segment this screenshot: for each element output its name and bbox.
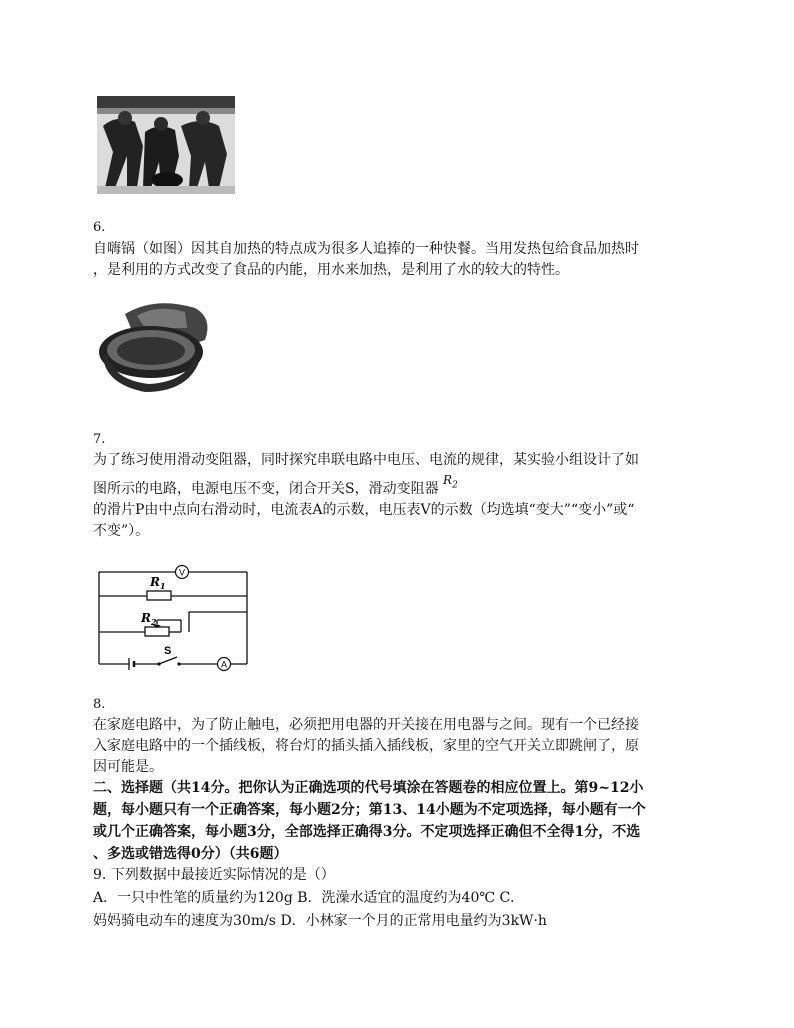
question-7-line-4: 不变”）。 [93, 523, 150, 539]
voltmeter-label: V [178, 567, 186, 578]
r2-label: $R_2$ [141, 611, 157, 627]
r1-label: $R_1$ [150, 575, 166, 591]
section-2-line-2: 题，每小题只有一个正确答案，每小题2分；第13、14小题为不定项选择，每小题有一个 [93, 802, 646, 818]
question-6-line-2: ，是利用的方式改变了食品的内能，用水来加热，是利用了水的较大的特性。 [93, 262, 569, 278]
question-7-line-2 [93, 473, 458, 503]
self-heating-pot-image [95, 294, 215, 398]
question-8-number: 8. [93, 697, 106, 712]
switch-contact [177, 662, 180, 665]
question-9-stem: 9. 下列数据中最接近实际情况的是（） [93, 867, 335, 883]
ammeter-label: A [220, 659, 228, 670]
self-heating-pot-photo [95, 294, 215, 398]
question-9-line-2: 妈妈骑电动车的速度为30m/s D．小林家一个月的正常用电量约为3kW·h [93, 913, 547, 929]
question-8-line-1: 在家庭电路中，为了防止触电，必须把用电器的开关接在用电器与之间。现有一个已经接 [93, 717, 639, 733]
circuit-diagram [95, 562, 251, 672]
section-2-line-1: 二、选择题（共14分。把你认为正确选项的代号填涂在答题卷的相应位置上。第9~12小 [93, 780, 644, 796]
r1-resistor [147, 591, 171, 600]
r2-symbol: $R_2$ [443, 473, 458, 491]
workers-photo-image [97, 96, 235, 194]
switch-blade [159, 657, 177, 664]
switch-label: S [164, 645, 172, 657]
question-6-line-1: 自嗨锅（如图）因其自加热的特点成为很多人追捧的一种快餐。当用发热包给食品加热时 [93, 241, 639, 257]
question-7-line-3: 的滑片P由中点向右滑动时，电流表A的示数，电压表V的示数（均选填“变大”“变小”或“ [93, 502, 635, 518]
r2-resistor [145, 627, 169, 636]
question-7-line-1: 为了练习使用滑动变阻器，同时探究串联电路中电压、电流的规律，某实验小组设计了如 [93, 452, 639, 468]
section-2-line-4: 、多选或错选得0分）（共6题） [93, 846, 288, 862]
question-8-line-2: 入家庭电路中的一个插线板，将台灯的插头插入插线板，家里的空气开关立即跳闸了，原 [93, 738, 639, 754]
section-2-line-3: 或几个正确答案，每小题3分，全部选择正确得3分。不定项选择正确但不全得1分，不选 [93, 824, 641, 840]
question-7-number: 7. [93, 432, 106, 447]
question-7-line-2-text: 图所示的电路，电源电压不变，闭合开关S，滑动变阻器 [93, 481, 439, 497]
question-6-number: 6. [93, 220, 106, 235]
switch-pivot [157, 662, 160, 665]
question-9-line-1: A．一只中性笔的质量约为120g B．洗澡水适宜的温度约为40℃ C． [93, 890, 525, 906]
workers-photo [97, 96, 235, 194]
question-8-line-3: 因可能是。 [93, 759, 163, 775]
